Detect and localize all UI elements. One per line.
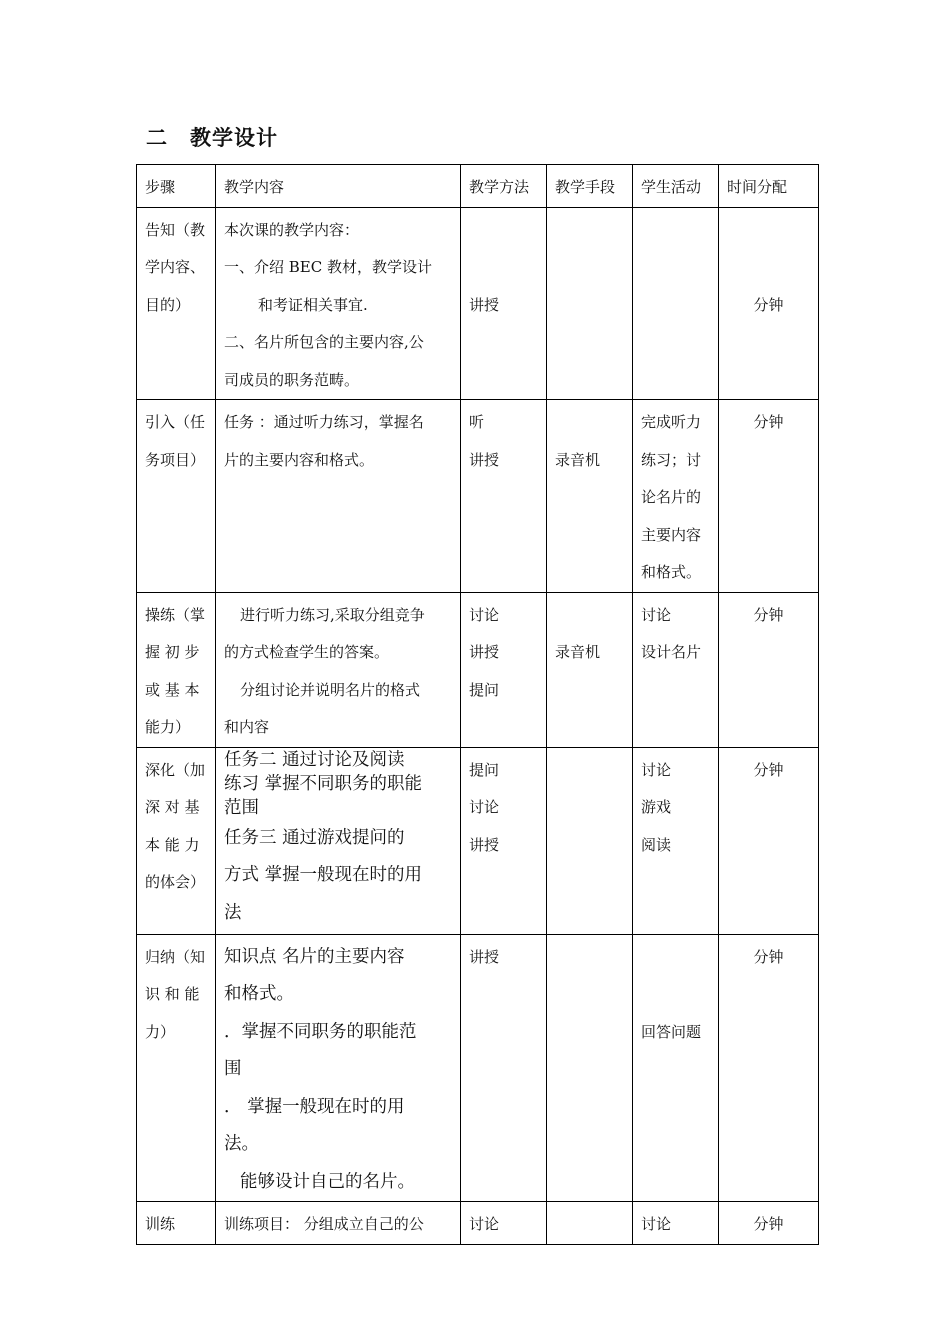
cell-time: 分钟 (719, 207, 819, 400)
cell-activity: 回答问题 (633, 934, 719, 1202)
cell-method: 讲授 (461, 207, 547, 400)
section-heading (146, 122, 278, 152)
table-row (137, 207, 819, 400)
cell-content: 知识点 名片的主要内容 和格式。 ．掌握不同职务的职能范 围 ． 掌握一般现在时的用 法。 能够设计自己的名片。 (216, 934, 461, 1202)
cell-method: 讲授 (461, 934, 547, 1202)
table-header-row (137, 165, 819, 208)
section-title-text: 教学设计 (190, 126, 278, 150)
cell-method: 提问 讨论 讲授 (461, 747, 547, 934)
cell-means (547, 747, 633, 934)
table-row (137, 592, 819, 747)
cell-means: 录音机 (547, 592, 633, 747)
cell-content: 训练项目： 分组成立自己的公 (216, 1202, 461, 1245)
cell-content: 进行听力练习,采取分组竞争 的方式检查学生的答案。 分组讨论并说明名片的格式 和内容 (216, 592, 461, 747)
col-header-time: 时间分配 (719, 165, 819, 208)
cell-method: 讨论 (461, 1202, 547, 1245)
cell-content: 本次课的教学内容： 一、介绍 BEC 教材，教学设计 和考证相关事宜. 二、名片所包含的主要内容,公 司成员的职务范畴。 (216, 207, 461, 400)
cell-step: 训练 (137, 1202, 216, 1245)
col-header-step: 步骤 (137, 165, 216, 208)
cell-time: 分钟 (719, 1202, 819, 1245)
cell-content: 任务二 通过讨论及阅读 练习 掌握不同职务的职能 范围 任务三 通过游戏提问的 方式 掌握一般现在时的用 法 (216, 747, 461, 934)
cell-activity: 完成听力 练习；讨 论名片的 主要内容 和格式。 (633, 400, 719, 593)
table-row (137, 1202, 819, 1245)
cell-time: 分钟 (719, 934, 819, 1202)
cell-time: 分钟 (719, 747, 819, 934)
table-row (137, 934, 819, 1202)
cell-content: 任务 ：通过听力练习，掌握名 片的主要内容和格式。 (216, 400, 461, 593)
cell-means: 录音机 (547, 400, 633, 593)
table-row (137, 400, 819, 593)
cell-method: 讨论 讲授 提问 (461, 592, 547, 747)
cell-step: 深化（加 深 对 基 本 能 力 的体会） (137, 747, 216, 934)
col-header-content: 教学内容 (216, 165, 461, 208)
cell-means (547, 207, 633, 400)
col-header-activity: 学生活动 (633, 165, 719, 208)
cell-means (547, 1202, 633, 1245)
cell-method: 听 讲授 (461, 400, 547, 593)
teaching-design-table (136, 164, 819, 1245)
cell-activity: 讨论 设计名片 (633, 592, 719, 747)
cell-step: 操练（掌 握 初 步 或 基 本 能力） (137, 592, 216, 747)
cell-time: 分钟 (719, 400, 819, 593)
cell-means (547, 934, 633, 1202)
cell-time: 分钟 (719, 592, 819, 747)
cell-activity (633, 207, 719, 400)
table-row (137, 747, 819, 934)
cell-step: 归纳（知 识 和 能 力） (137, 934, 216, 1202)
col-header-means: 教学手段 (547, 165, 633, 208)
cell-step: 告知（教 学内容、 目的） (137, 207, 216, 400)
cell-step: 引入（任 务项目） (137, 400, 216, 593)
section-number: 二 (146, 126, 168, 150)
cell-activity: 讨论 游戏 阅读 (633, 747, 719, 934)
cell-activity: 讨论 (633, 1202, 719, 1245)
col-header-method: 教学方法 (461, 165, 547, 208)
